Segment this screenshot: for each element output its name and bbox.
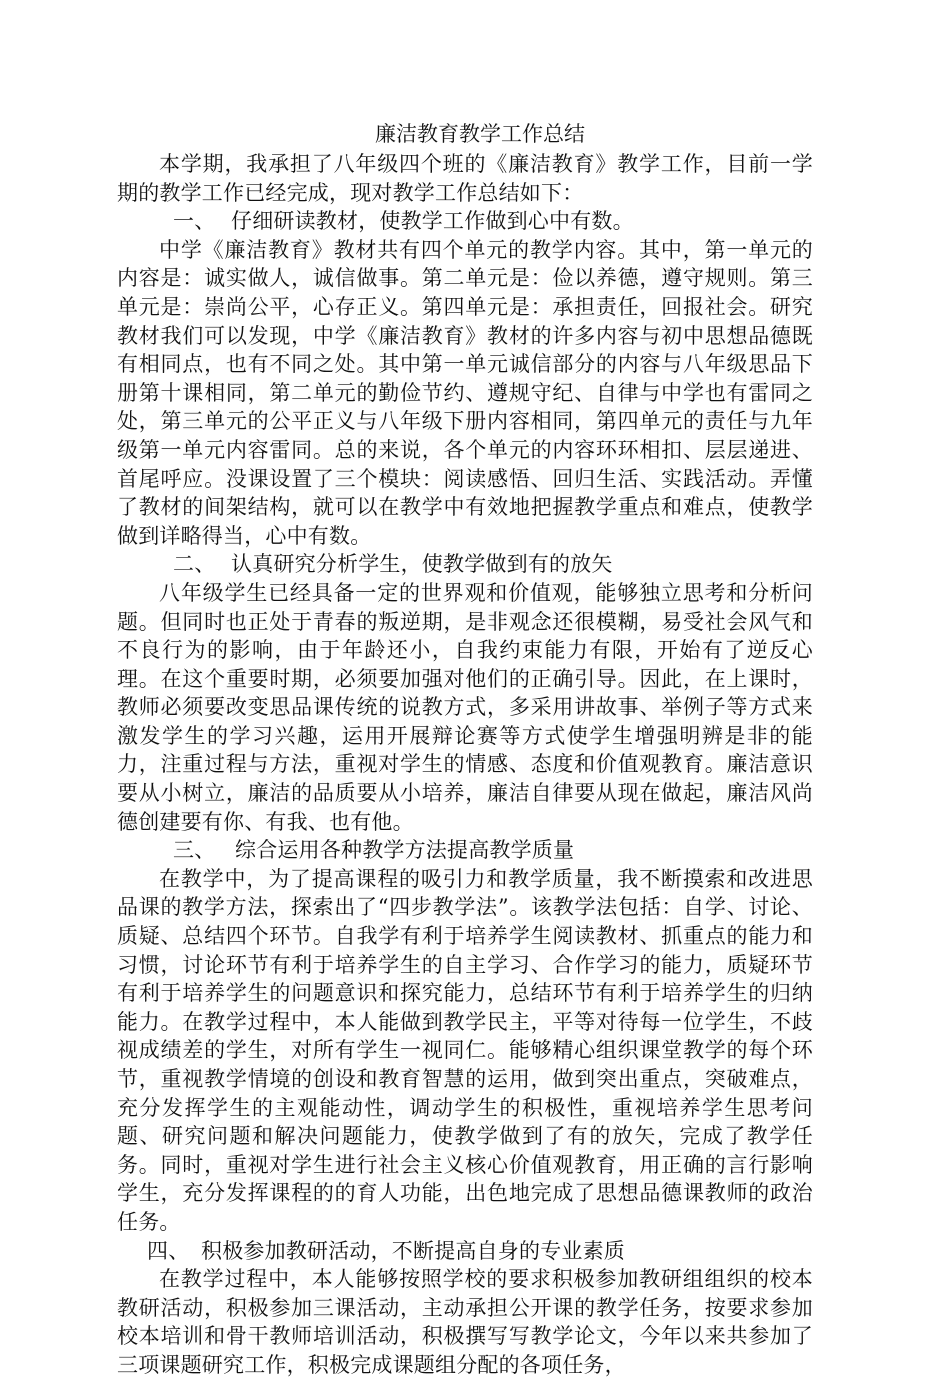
section-heading-4 [117, 1237, 813, 1266]
section-heading-text: 积极参加教研活动，不断提高自身的专业素质 [201, 1238, 625, 1263]
section-number: 三、 [173, 838, 216, 863]
section-number: 四、 [147, 1238, 190, 1263]
section-heading-text: 认真研究分析学生，使教学做到有的放矢 [231, 552, 613, 577]
section-heading-text: 综合运用各种教学方法提高教学质量 [235, 838, 575, 863]
section-body-4: 在教学过程中，本人能够按照学校的要求积极参加教研组组织的校本教研活动，积极参加三课活动，主动承担公开课的教学任务，按要求参加校本培训和骨干教师培训活动，积极撰写写教学论文，今年以来共参加了三项课题研究工作，积极完成课题组分配的各项任务， [117, 1267, 813, 1377]
intro-paragraph: 本学期，我承担了八年级四个班的《廉洁教育》教学工作，目前一学期的教学工作已经完成，现对教学工作总结如下： [117, 152, 813, 205]
section-body-2: 八年级学生已经具备一定的世界观和价值观，能够独立思考和分析问题。但同时也正处于青春的叛逆期，是非观念还很模糊，易受社会风气和不良行为的影响，由于年龄还小，自我约束能力有限，开始有了逆反心理。在这个重要时期，必须要加强对他们的正确引导。因此，在上课时，教师必须要改变思品课传统的说教方式，多采用讲故事、举例子等方式来激发学生的学习兴趣，运用开展辩论赛等方式使学生增强明辨是非的能力，注重过程与方法，重视对学生的情感、态度和价值观教育。廉洁意识要从小树立，廉洁的品质要从小培养，廉洁自律要从现在做起，廉洁风尚德创建要有你、有我、也有他。 [117, 580, 813, 834]
section-heading-2 [117, 550, 813, 579]
document-title: 廉洁教育教学工作总结 [375, 122, 585, 146]
section-body-1: 中学《廉洁教育》教材共有四个单元的教学内容。其中，第一单元的内容是：诚实做人，诚信做事。第二单元是：俭以养德，遵守规则。第三单元是：崇尚公平，心存正义。第四单元是：承担责任，回报社会。研究教材我们可以发现，中学《廉洁教育》教材的许多内容与初中思想品德既有相同点，也有不同之处。其中第一单元诚信部分的内容与八年级思品下册第十课相同，第二单元的勤俭节约、遵规守纪、自律与中学也有雷同之处，第三单元的公平正义与八年级下册内容相同，第四单元的责任与九年级第一单元内容雷同。总的来说，各个单元的内容环环相扣、层层递进、首尾呼应。没课设置了三个模块：阅读感悟、回归生活、实践活动。弄懂了教材的间架结构，就可以在教学中有效地把握教学重点和难点，使教学做到详略得当，心中有数。 [117, 237, 813, 548]
section-heading-3 [117, 836, 813, 865]
section-body-3: 在教学中，为了提高课程的吸引力和教学质量，我不断摸索和改进思品课的教学方法，探索出了“四步教学法”。该教学法包括：自学、讨论、质疑、总结四个环节。自我学有利于培养学生阅读教材、抓重点的能力和习惯，讨论环节有利于培养学生的自主学习、合作学习的能力，质疑环节有利于培养学生的问题意识和探究能力，总结环节有利于培养学生的归纳能力。在教学过程中，本人能做到教学民主，平等对待每一位学生，不歧视成绩差的学生，对所有学生一视同仁。能够精心组织课堂教学的每个环节，重视教学情境的创设和教育智慧的运用，做到突出重点，突破难点，充分发挥学生的主观能动性，调动学生的积极性，重视培养学生思考问题、研究问题和解决问题能力，使教学做到了有的放矢，完成了教学任务。同时，重视对学生进行社会主义核心价值观教育，用正确的言行影响学生，充分发挥课程的的育人功能，出色地完成了思想品德课教师的政治任务。 [117, 866, 813, 1234]
section-heading-1 [117, 207, 813, 236]
section-heading-text: 仔细研读教材，使教学工作做到心中有数。 [231, 209, 634, 234]
section-number: 一、 [173, 209, 216, 234]
section-number: 二、 [173, 552, 216, 577]
